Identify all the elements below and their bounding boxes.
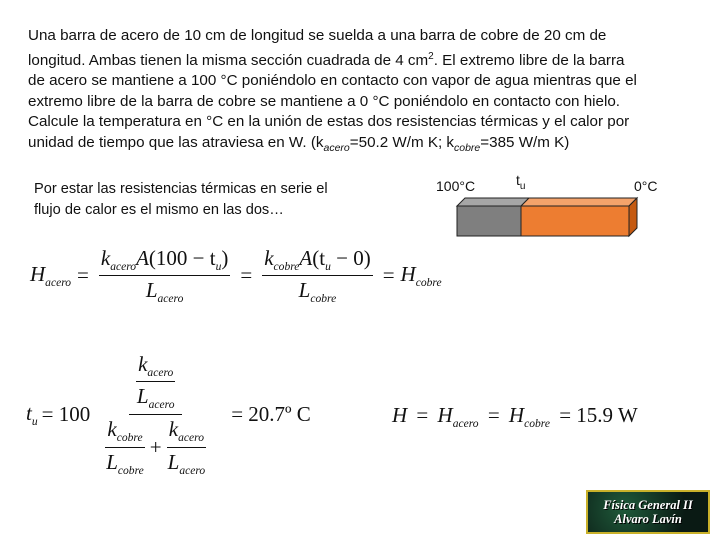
numerator <box>99 246 230 276</box>
junction-temperature-equation <box>26 352 311 477</box>
subscript: cobre <box>310 293 337 306</box>
subscript: acero <box>45 277 72 290</box>
subscript: cobre <box>117 464 144 477</box>
subscript: u <box>325 261 331 274</box>
badge-title: Física General II <box>603 498 693 512</box>
numerator <box>129 352 183 415</box>
symbol-A: A <box>299 246 313 270</box>
note-line: Por estar las resistencias térmicas en serie el <box>34 181 328 197</box>
symbol-H: H <box>437 403 453 427</box>
copper-bar <box>521 206 629 236</box>
course-badge <box>586 490 710 534</box>
subscript: acero <box>157 293 184 306</box>
denominator <box>98 415 213 476</box>
problem-text: =50.2 W/m K; k <box>349 133 454 151</box>
problem-text: unidad de tiempo que las atraviesa en W. (k <box>28 133 324 151</box>
problem-line: extremo libre de la barra de cobre se mantiene a 0 °C poniéndolo en contacto con hielo. <box>28 92 621 110</box>
symbol-L: L <box>298 278 311 303</box>
badge-author: Alvaro Lavín <box>614 512 682 526</box>
symbol-H: H <box>400 262 416 287</box>
symbol-H: H <box>30 262 46 287</box>
k-acero-subscript: acero <box>323 141 350 154</box>
subscript: acero <box>110 261 137 274</box>
bars-svg <box>430 172 700 242</box>
denominator <box>135 382 177 411</box>
symbol-k: k <box>100 246 111 270</box>
paren-expr: (t <box>312 246 326 270</box>
denominator <box>144 276 186 305</box>
acero-ratio <box>135 352 177 411</box>
numerator <box>262 246 372 276</box>
problem-text: =385 W/m K) <box>480 133 570 151</box>
problem-line: Calcule la temperatura en °C en la unión de estas dos resistencias térmicas y el calor por <box>28 113 630 131</box>
problem-line <box>28 133 698 159</box>
paren-expr: − 0) <box>330 246 371 270</box>
bar-diagram <box>430 172 700 242</box>
eq1-H-acero <box>30 262 71 289</box>
heat-flow-equation <box>30 246 442 305</box>
subscript: acero <box>452 418 479 431</box>
denominator <box>297 276 339 305</box>
symbol-L: L <box>106 449 118 474</box>
main-fraction <box>98 352 213 477</box>
subscript: u <box>215 261 222 274</box>
heat-result: = 15.9 W <box>559 403 638 427</box>
subscript: cobre <box>524 418 550 431</box>
symbol-k: k <box>138 352 148 376</box>
acero-fraction <box>99 246 230 305</box>
steel-bar-top <box>457 198 529 206</box>
series-note <box>34 179 374 221</box>
tu-symbol <box>26 401 38 428</box>
symbol-k: k <box>264 246 274 270</box>
symbol-H: H <box>508 403 525 427</box>
subscript: cobre <box>273 261 300 274</box>
junction-sub: u <box>519 180 526 192</box>
problem-text: . El extremo libre de la barra <box>433 51 625 69</box>
subscript: acero <box>148 399 175 412</box>
temperature-result: = 20.7º C <box>231 401 311 426</box>
subscript: acero <box>179 464 206 477</box>
symbol-k: k <box>107 417 117 442</box>
symbol-L: L <box>136 384 149 409</box>
subscript: u <box>31 415 38 428</box>
numerator <box>136 352 175 382</box>
symbol-A: A <box>136 246 149 270</box>
cobre-fraction <box>262 246 372 305</box>
subscript: acero <box>178 432 204 445</box>
problem-line: Una barra de acero de 10 cm de longitud se suelda a una barra de cobre de 20 cm de <box>28 27 607 44</box>
eq1-H-cobre <box>401 262 442 289</box>
acero-ratio <box>166 417 208 476</box>
problem-line: de acero se mantiene a 100 °C poniéndolo en contacto con vapor de agua mientras que el <box>28 72 637 90</box>
plus-sign: + <box>149 434 162 459</box>
subscript: cobre <box>415 277 442 290</box>
equals-sign: = <box>240 263 253 288</box>
denominator <box>104 448 146 477</box>
paren-close: ) <box>221 246 229 270</box>
numerator <box>105 417 144 447</box>
left-temperature-label: 100°C <box>436 178 476 194</box>
equals-sign: = <box>487 403 500 427</box>
steel-bar <box>457 206 521 236</box>
subscript: acero <box>147 367 174 380</box>
denominator <box>166 448 208 477</box>
symbol-k: k <box>168 417 179 442</box>
superscript: 2 <box>428 50 434 62</box>
numerator <box>167 417 206 447</box>
copper-bar-top <box>521 198 637 206</box>
k-cobre-subscript: cobre <box>454 141 481 154</box>
right-temperature-label: 0°C <box>634 178 658 194</box>
symbol-L: L <box>167 449 180 474</box>
subscript: cobre <box>116 432 143 445</box>
symbol-H: H <box>392 403 408 427</box>
paren-expr: (100 − t <box>148 246 216 270</box>
note-line: flujo de calor es el mismo en las dos… <box>34 202 284 218</box>
equals-sign: = <box>382 263 395 288</box>
equals-100: = 100 <box>41 401 91 426</box>
junction-t: t <box>516 172 520 188</box>
heat-result-equation <box>392 403 638 430</box>
problem-statement <box>28 26 698 158</box>
symbol-L: L <box>145 278 158 303</box>
problem-text: longitud. Ambas tienen la misma sección cuadrada de 4 cm <box>28 51 429 69</box>
symbol-t: t <box>26 400 32 425</box>
cobre-ratio <box>104 417 146 476</box>
problem-line <box>28 47 698 72</box>
equals-sign: = <box>416 403 429 427</box>
equals-sign: = <box>77 263 89 288</box>
